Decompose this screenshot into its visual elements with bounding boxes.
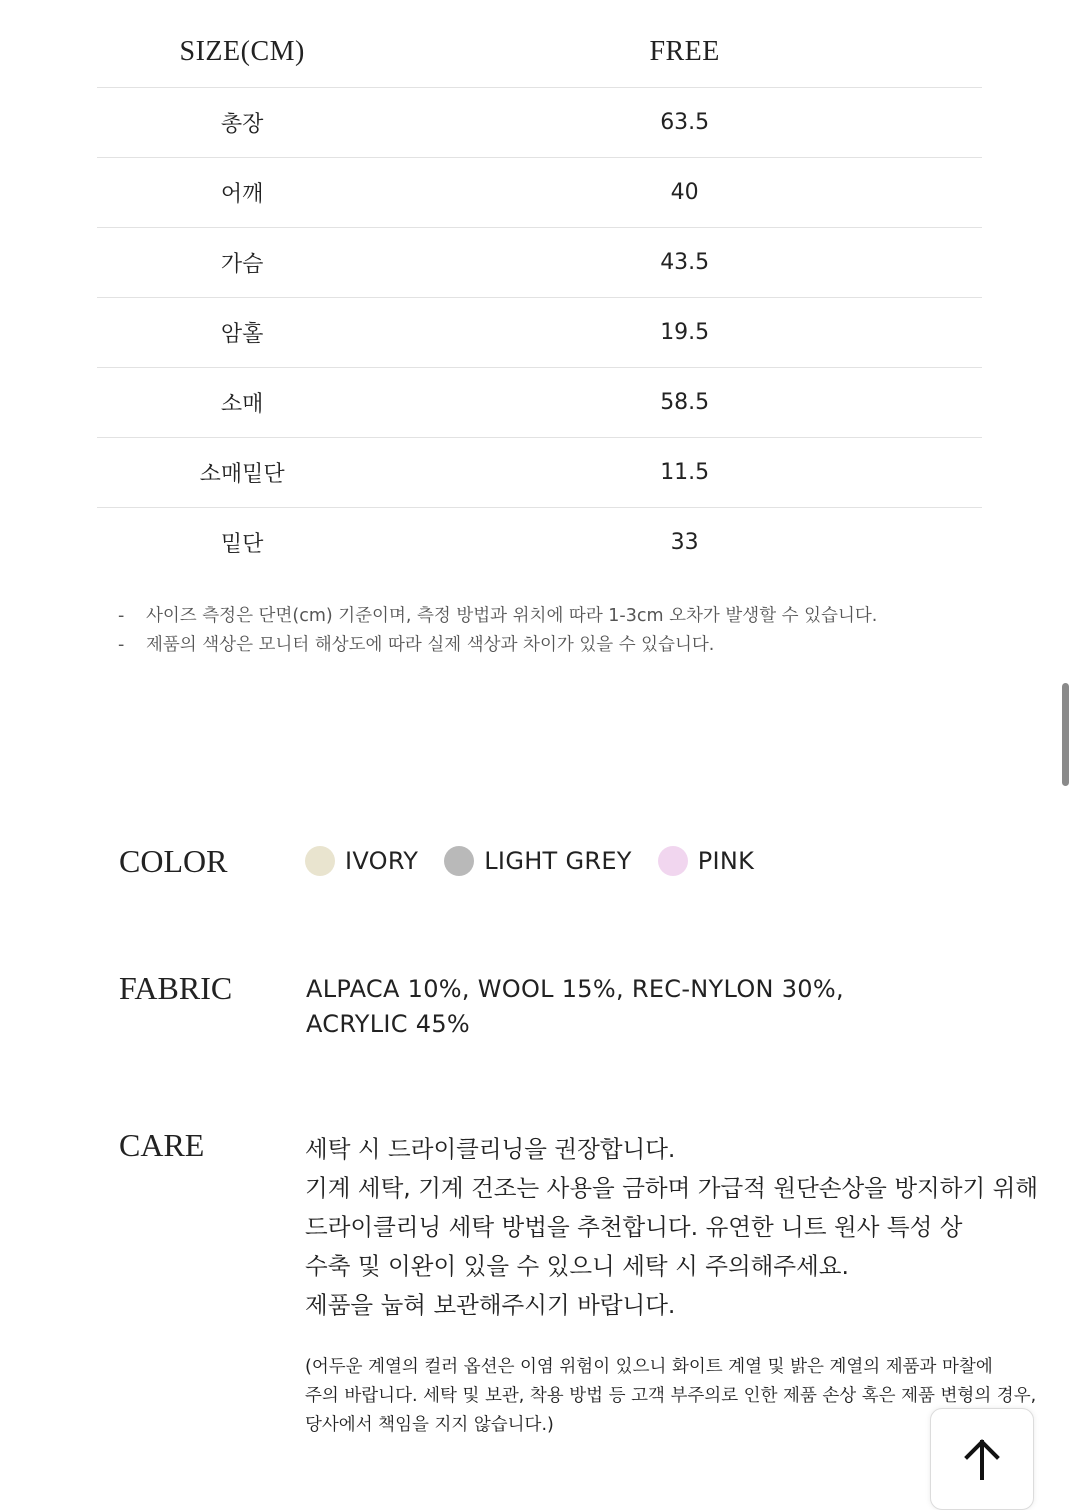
row-value: 63.5: [660, 110, 710, 135]
fabric-composition: [306, 972, 926, 1042]
row-value: 40: [670, 180, 699, 205]
color-label: LIGHT GREY: [484, 847, 632, 875]
row-label: 소매: [220, 392, 264, 417]
disclaimer-line: 주의 바랍니다. 세탁 및 보관, 착용 방법 등 고객 부주의로 인한 제품 손상 혹은 제품 변형의 경우,: [305, 1386, 1037, 1406]
fabric-line: ALPACA 10%, WOOL 15%, REC-NYLON 30%,: [306, 975, 844, 1003]
disclaimer-line: 당사에서 책임을 지지 않습니다.): [305, 1415, 554, 1435]
note-item: [118, 631, 877, 660]
disclaimer-line: (어두운 계열의 컬러 옵션은 이염 위험이 있으니 화이트 계열 및 밝은 계열의 제품과 마찰에: [305, 1357, 993, 1377]
size-table: [97, 16, 982, 577]
row-value: 58.5: [660, 390, 710, 415]
ivory-swatch: [305, 846, 335, 876]
row-value: 19.5: [660, 320, 710, 345]
size-notes: [118, 602, 877, 660]
scrollbar-thumb[interactable]: [1062, 683, 1069, 786]
table-row: [97, 228, 982, 298]
color-options: [305, 846, 780, 876]
care-line: 수축 및 이완이 있을 수 있으니 세탁 시 주의해주세요.: [305, 1252, 849, 1280]
table-row: [97, 368, 982, 438]
row-label: 가슴: [220, 252, 264, 277]
note-dash: -: [118, 635, 125, 655]
care-line: 기계 세탁, 기계 건조는 사용을 금하며 가급적 원단손상을 방지하기 위해: [305, 1174, 1039, 1202]
care-line: 드라이클리닝 세탁 방법을 추천합니다. 유연한 니트 원사 특성 상: [305, 1213, 963, 1241]
color-label: IVORY: [345, 847, 419, 875]
table-row: [97, 158, 982, 228]
note-text: 사이즈 측정은 단면(cm) 기준이며, 측정 방법과 위치에 따라 1-3cm 오차가 발생할 수 있습니다.: [146, 606, 878, 626]
color-option-light-grey: [444, 846, 631, 876]
row-label: 암홀: [220, 322, 264, 347]
fabric-title: FABRIC: [119, 970, 233, 1006]
note-text: 제품의 색상은 모니터 해상도에 따라 실제 색상과 차이가 있을 수 있습니다.: [146, 635, 715, 655]
pink-swatch: [658, 846, 688, 876]
row-label: 총장: [220, 112, 264, 137]
row-label: 어깨: [220, 182, 264, 207]
note-dash: -: [118, 606, 125, 626]
note-item: [118, 602, 877, 631]
table-row: [97, 298, 982, 368]
size-header-value: FREE: [649, 35, 720, 67]
size-table-header: [97, 16, 982, 88]
light-grey-swatch: [444, 846, 474, 876]
row-value: 11.5: [660, 460, 710, 485]
table-row: [97, 508, 982, 577]
row-label: 밑단: [220, 532, 264, 557]
care-instructions: [305, 1130, 1039, 1325]
care-disclaimer: [305, 1353, 1035, 1440]
row-label: 소매밑단: [199, 462, 285, 487]
table-row: [97, 88, 982, 158]
fabric-line: ACRYLIC 45%: [306, 1010, 471, 1038]
row-value: 33: [670, 530, 699, 555]
care-line: 세탁 시 드라이클리닝을 권장합니다.: [305, 1135, 676, 1163]
scroll-to-top-button[interactable]: [930, 1408, 1034, 1510]
size-header-label: SIZE(CM): [179, 35, 305, 67]
color-option-ivory: [305, 846, 418, 876]
care-title: CARE: [119, 1127, 205, 1163]
color-label: PINK: [697, 847, 755, 875]
care-line: 제품을 눕혀 보관해주시기 바랍니다.: [305, 1291, 676, 1319]
table-row: [97, 438, 982, 508]
row-value: 43.5: [660, 250, 710, 275]
color-option-pink: [658, 846, 754, 876]
color-title: COLOR: [119, 843, 228, 879]
arrow-up-icon: [962, 1438, 1002, 1480]
